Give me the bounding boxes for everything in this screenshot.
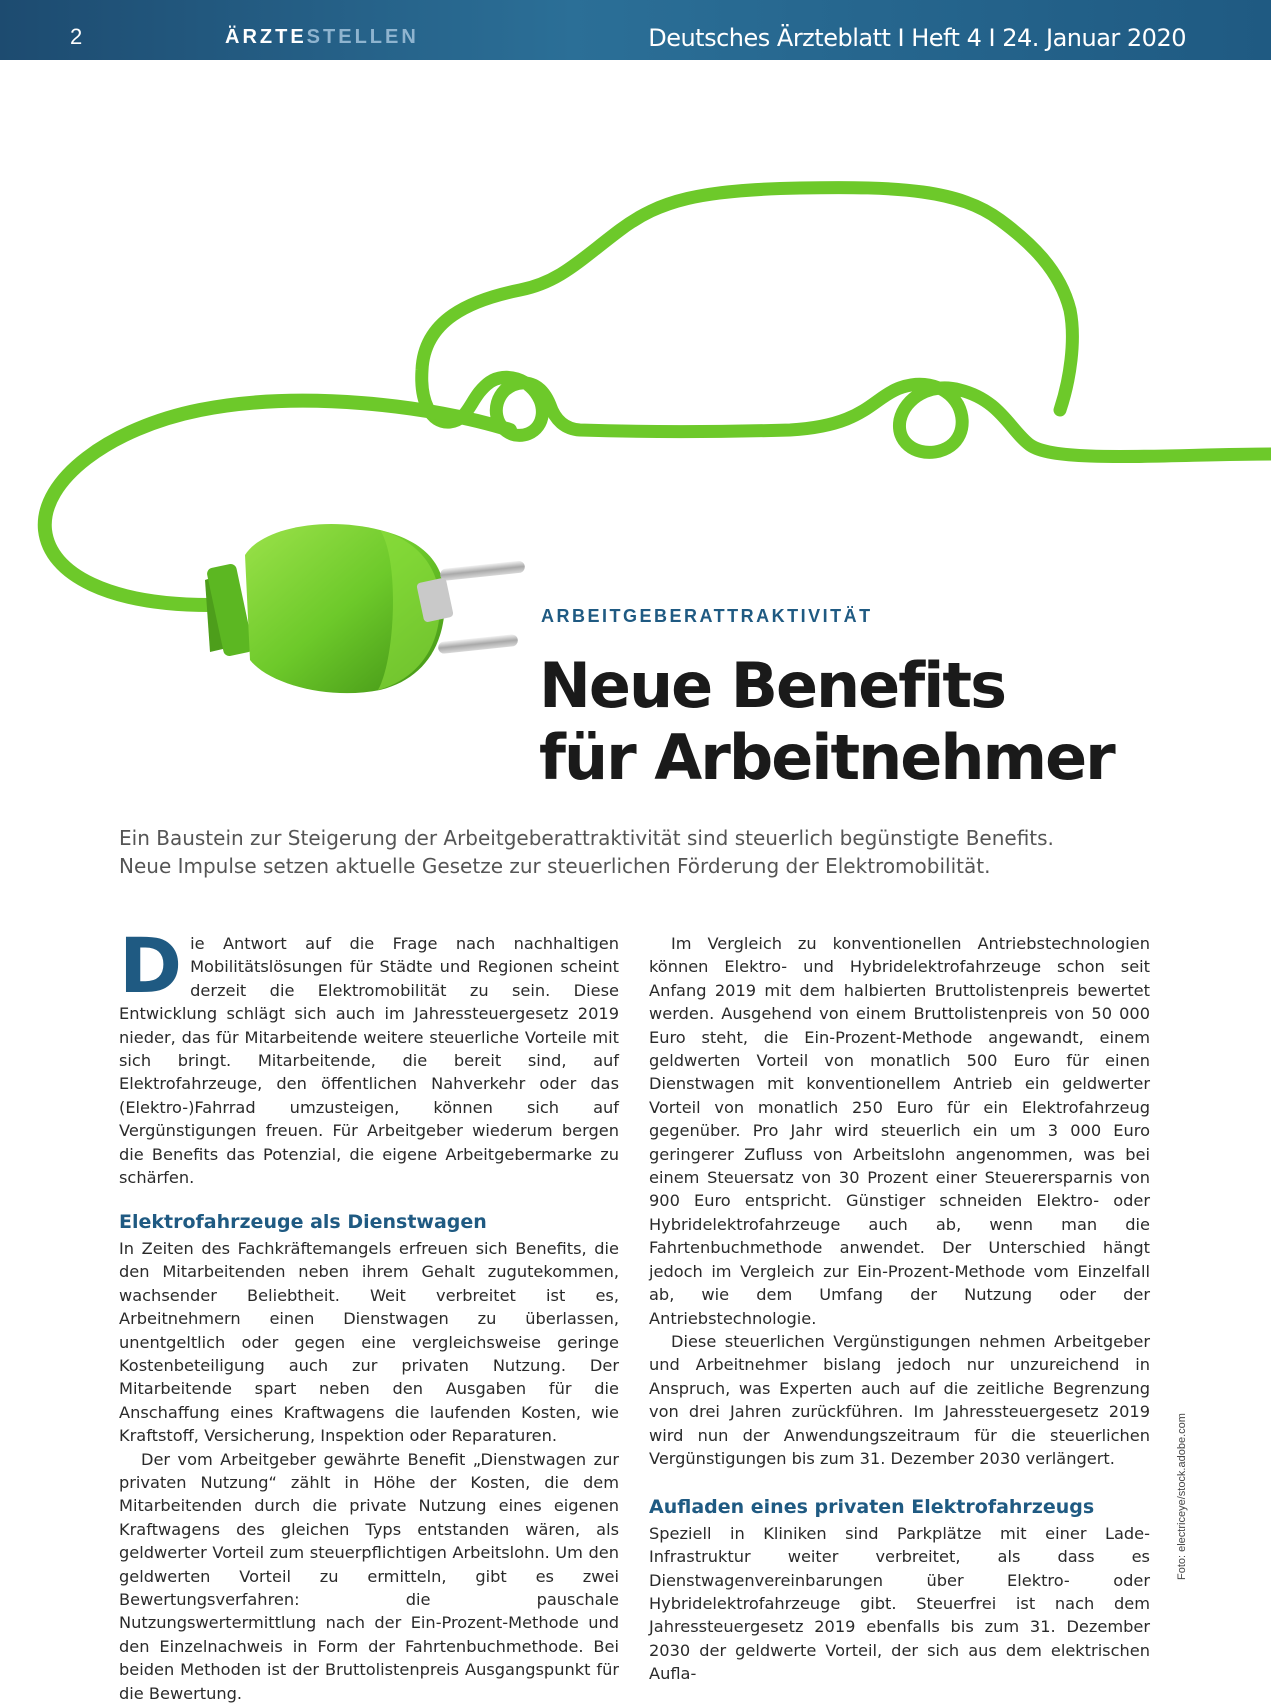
paragraph-fachkraefte: In Zeiten des Fachkräftemangels erfreuen sich Benefits, die den Mitarbeitenden neben ihrem Gehalt zugutekommen, wachsender Beliebtheit. Weit verbreitet ist es, Arbeitnehmern einen Dienstwagen zu überlassen, unentgeltlich oder gegen eine vergleichsweise geringe Kostenbeteiligung auch zur privaten Nutzung. Der Mitarbeitende spart neben den Ausgaben für die Anschaffung eines Kraftwagens die laufenden Kosten, wie Kraftstoff, Versicherung, Inspektion oder Reparaturen. [119, 1238, 619, 1446]
headline-line-1: Neue Benefits [539, 649, 1005, 722]
article-kicker: ARBEITGEBERATTRAKTIVITÄT [541, 606, 873, 626]
subhead-dienstwagen: Elektrofahrzeuge als Dienstwagen [119, 1211, 487, 1234]
photo-credit: Foto: electriceye/stock.adobe.com [1176, 1413, 1188, 1580]
page-header [0, 0, 1271, 60]
lead-line-2: Neue Impulse setzen aktuelle Gesetze zur steuerlichen Förderung der Elektromobilität. [119, 854, 991, 878]
page-number: 2 [70, 24, 83, 49]
subhead-aufladen: Aufladen eines privaten Elektrofahrzeugs [649, 1496, 1095, 1519]
cable-car-outline [422, 188, 1271, 457]
paragraph-intro-text: ie Antwort auf die Frage nach nachhaltigen Mobilitätslösungen für Städte und Regionen scheint derzeit die Elektromobilität zu sein. Diese Entwicklung schlägt sich auch im Jahressteuergesetz 2019 nieder, das für Mitarbeitende weitere steuerliche Vorteile mit sich bringt. Mitarbeitende, die bereit sind, auf Elektrofahrzeuge, den öffentlichen Nahverkehr oder das (Elektro-)Fahrrad umzusteigen, können sich auf Vergünstigungen freuen. Für Arbeitgeber wiederum bergen die Benefits das Potenzial, die eigene Arbeitgebermarke zu schärfen. [119, 934, 619, 1188]
paragraph-kliniken: Speziell in Kliniken sind Parkplätze mit einer Lade-Infrastruktur weiter verbreitet, als dass es Dienstwagenvereinbarungen über Elektro- oder Hybridelektrofahrzeuge gibt. Steuerfrei ist nach dem Jahressteuergesetz 2019 ebenfalls bis zum 31. Dezember 2030 der geldwerte Vorteil, der sich aus dem elektrischen Aufla- [649, 1523, 1150, 1684]
drop-cap: D [119, 921, 183, 1010]
paragraph-verguenstigungen: Diese steuerlichen Vergünstigungen nehmen Arbeitgeber und Arbeitnehmer bislang jedoch nur unzureichend in Anspruch, was Experten auch auf die zeitliche Begrenzung von drei Jahren zurückführen. Im Jahressteuergesetz 2019 wird nun der Anwendungszeitraum für die steuerlichen Vergünstigungen bis zum 31. Dezember 2030 verlängert. [649, 1331, 1150, 1468]
article-column-right [649, 932, 1150, 1686]
article-column-left [119, 921, 619, 1705]
plug-icon [205, 524, 525, 693]
logo-part-aerzte: ÄRZTE [225, 26, 307, 48]
aerztestellen-logo [225, 26, 419, 49]
lead-line-1: Ein Baustein zur Steigerung der Arbeitgeberattraktivität sind steuerlich begünstigte Benefits. [119, 826, 1054, 850]
logo-part-stellen: STELLEN [306, 26, 419, 48]
paragraph-intro [119, 921, 619, 1189]
paragraph-vergleich: Im Vergleich zu konventionellen Antriebstechnologien können Elektro- und Hybridelektrofahrzeuge schon seit Anfang 2019 mit dem halbierten Bruttolistenpreis bewertet werden. Ausgehend von einem Bruttolistenpreis von 50 000 Euro steht, die Ein-Prozent-Methode angewandt, einem geldwerten Vorteil von monatlich 500 Euro für einen Dienstwagen mit konventionellem Antrieb ein geldwerter Vorteil von monatlich 250 Euro für ein Elektrofahrzeug gegenüber. Pro Jahr wird steuerlich ein um 3 000 Euro geringerer Zufluss von Arbeitslohn angenommen, was bei einem Steuersatz von 30 Prozent einer Steuerersparnis von 900 Euro entspricht. Günstiger schneiden Elektro- oder Hybridelektrofahrzeuge auch ab, wenn man die Fahrtenbuchmethode anwendet. Der Unterschied hängt jedoch im Vergleich zur Ein-Prozent-Methode vom Einzelfall ab, wie dem Umfang der Nutzung oder der Antriebstechnologie. [649, 934, 1150, 1328]
paragraph-benefit: Der vom Arbeitgeber gewährte Benefit „Dienstwagen zur privaten Nutzung“ zählt in Höhe der Kosten, die dem Mitarbeitenden durch die private Nutzung eines eigenen Kraftwagens des gleichen Typs entstanden wären, als geldwerter Vorteil zum steuerpflichtigen Arbeitslohn. Um den geldwerten Vorteil zu ermitteln, gibt es zwei Bewertungsverfahren: die pauschale Nutzungswertermittlung nach der Ein-Prozent-Methode und den Einzelnachweis in Form der Fahrtenbuchmethode. Bei beiden Methoden ist der Bruttolistenpreis Ausgangspunkt für die Bewertung. [119, 1449, 619, 1703]
journal-issue: Deutsches Ärzteblatt I Heft 4 I 24. Januar 2020 [648, 24, 1186, 52]
article-lead [119, 824, 1159, 880]
headline-line-2: für Arbeitnehmer [539, 721, 1114, 794]
article-headline [539, 650, 1239, 794]
